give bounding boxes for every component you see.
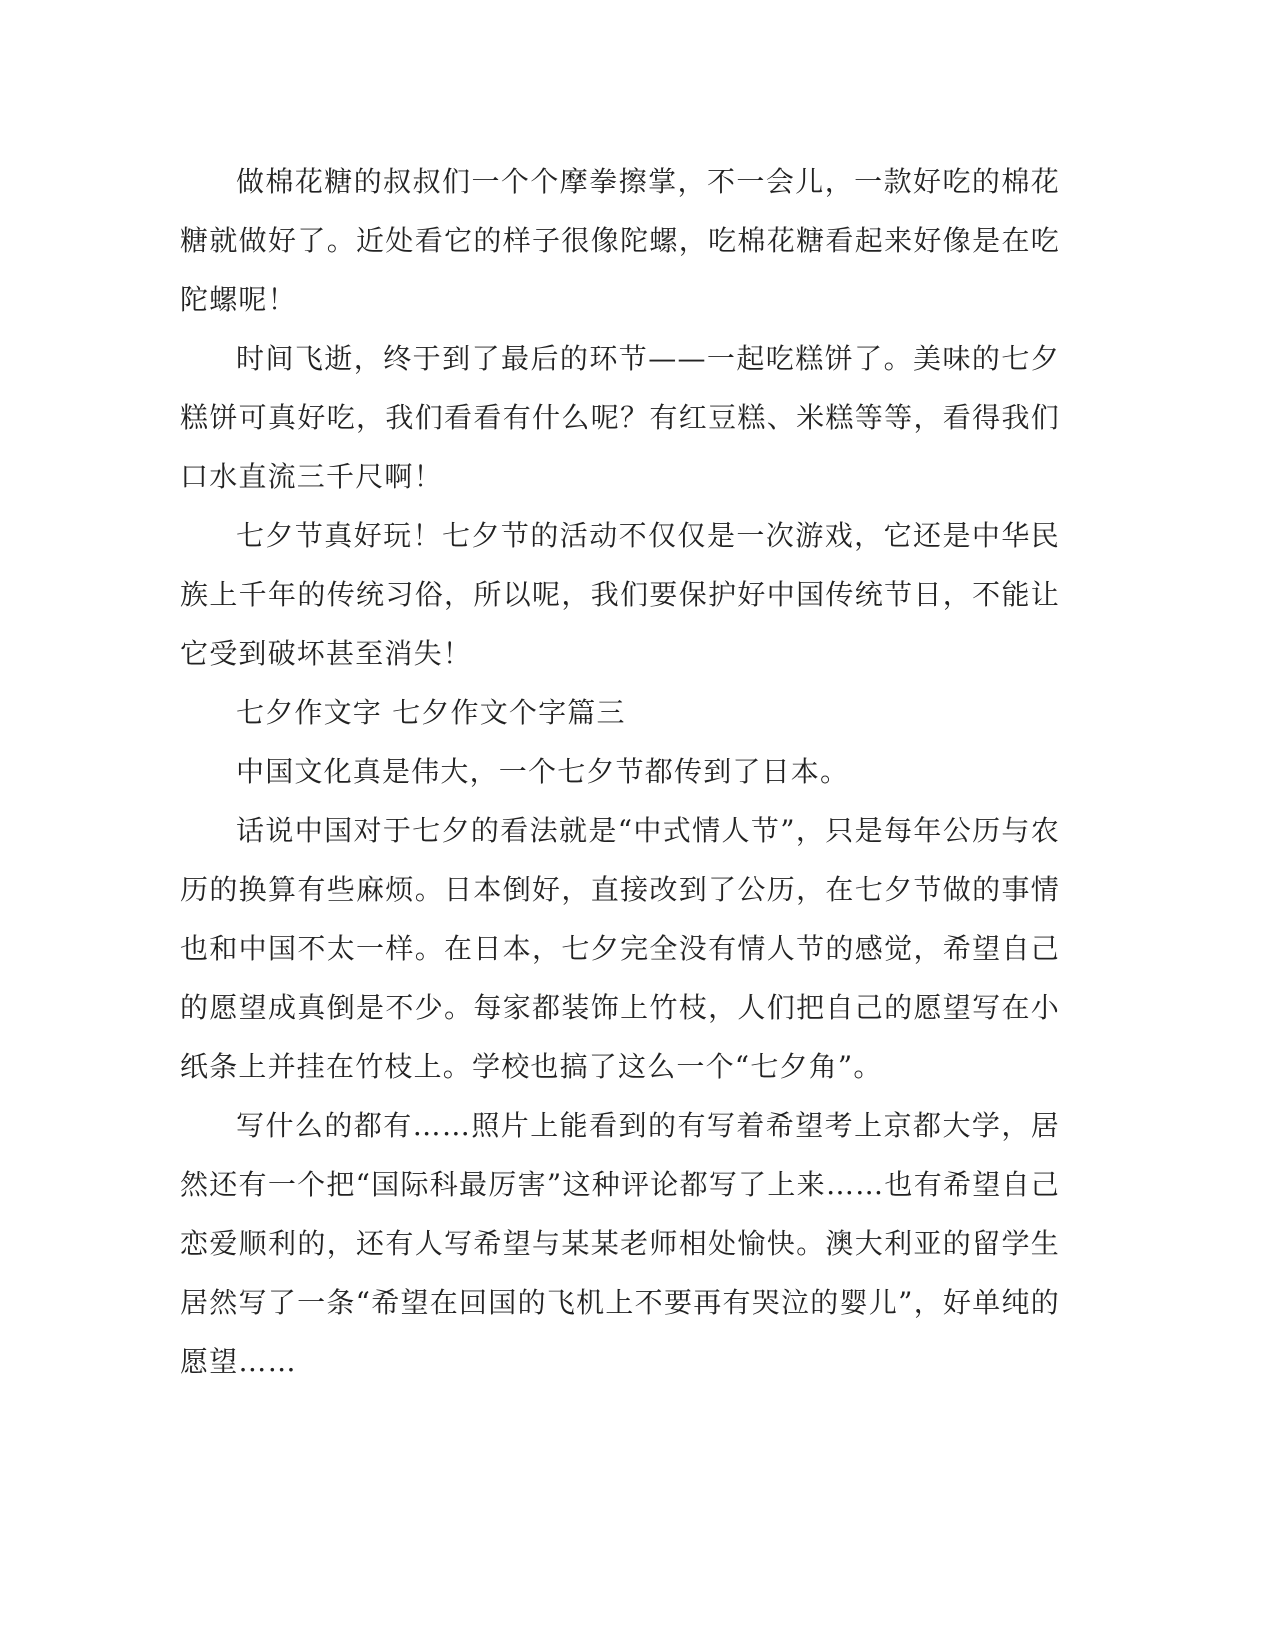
paragraph-wishes: 写什么的都有……照片上能看到的有写着希望考上京都大学，居然还有一个把“国际科最厉害”这种评论都写了上来……也有希望自己恋爱顺利的，还有人写希望与某某老师相处愉快。澳大利亚的留学生居然写了一条“希望在回国的飞机上不要再有哭泣的婴儿”，好单纯的愿望…… xyxy=(180,1109,1060,1378)
paragraph-cotton-candy: 做棉花糖的叔叔们一个个摩拳擦掌，不一会儿，一款好吃的棉花糖就做好了。近处看它的样子很像陀螺，吃棉花糖看起来好像是在吃陀螺呢！ xyxy=(180,165,1060,316)
section-heading: 七夕作文字 七夕作文个字篇三 xyxy=(236,696,626,729)
paragraph-cakes: 时间飞逝，终于到了最后的环节——一起吃糕饼了。美味的七夕糕饼可真好吃，我们看看有什么呢？有红豆糕、米糕等等，看得我们口水直流三千尺啊！ xyxy=(180,342,1060,493)
document-page xyxy=(180,152,1060,1391)
paragraph-culture: 中国文化真是伟大，一个七夕节都传到了日本。 xyxy=(236,755,850,788)
paragraph-japan: 话说中国对于七夕的看法就是“中式情人节”，只是每年公历与农历的换算有些麻烦。日本倒好，直接改到了公历，在七夕节做的事情也和中国不太一样。在日本，七夕完全没有情人节的感觉，希望自己的愿望成真倒是不少。每家都装饰上竹枝，人们把自己的愿望写在小纸条上并挂在竹枝上。学校也搞了这么一个“七夕角”。 xyxy=(180,814,1060,1083)
paragraph-festival-fun: 七夕节真好玩！七夕节的活动不仅仅是一次游戏，它还是中华民族上千年的传统习俗，所以呢，我们要保护好中国传统节日，不能让它受到破坏甚至消失！ xyxy=(180,519,1060,670)
